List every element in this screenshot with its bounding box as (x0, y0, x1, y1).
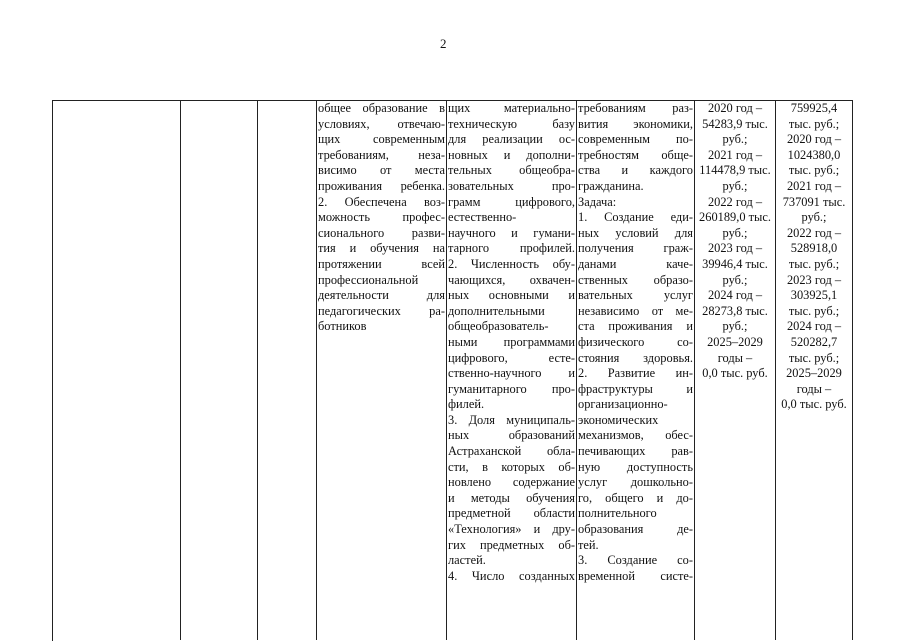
text-line: 2. Численность обу- (448, 256, 575, 271)
text-line: услуг дошкольно- (578, 475, 693, 490)
text-line: 2024 год – (707, 288, 763, 303)
text-line: щих современным (318, 132, 445, 147)
text-line: тыс. руб.; (788, 163, 840, 178)
text-line: 2021 год – (786, 178, 842, 193)
text-line: профессиональной (318, 272, 419, 287)
text-line: чающихся, охвачен- (448, 272, 575, 287)
text-line: ботников (318, 319, 367, 334)
column-divider-1 (180, 100, 181, 640)
text-line: временной систе- (578, 568, 693, 583)
text-line: гражданина. (578, 178, 644, 193)
text-line: организационно- (578, 397, 668, 412)
goal-column (318, 101, 445, 640)
text-line: 3. Доля муниципаль- (448, 412, 575, 427)
text-line: можность профес- (318, 210, 445, 225)
text-line: 759925,4 (790, 101, 838, 115)
text-line: условиях, отвечаю- (318, 116, 445, 131)
text-line: научного и гумани- (448, 225, 575, 240)
text-line: 2025–2029 (786, 366, 842, 381)
text-line: проживания ребенка. (318, 178, 445, 193)
text-line: данами каче- (578, 256, 693, 271)
text-line: общеобразователь- (448, 319, 549, 334)
text-line: тельных общеобра- (448, 163, 575, 178)
text-line: деятельности для (318, 288, 445, 303)
text-line: ных условий для (578, 225, 693, 240)
text-line: ными программами (448, 334, 575, 349)
text-line: 737091 тыс. (782, 194, 846, 209)
text-line: 260189,0 тыс. (699, 210, 771, 225)
column-divider-8 (852, 100, 853, 640)
text-line: новлено содержание (448, 475, 575, 490)
text-line: руб.; (722, 178, 748, 193)
text-line: естественно- (448, 210, 517, 225)
text-line: ных образований (448, 428, 575, 443)
text-line: сти, в которых об- (448, 459, 575, 474)
text-line: 528918,0 (790, 241, 838, 256)
text-line: общее образование в (318, 101, 445, 115)
text-line: тыс. руб.; (788, 116, 840, 131)
indicators-column (448, 101, 575, 640)
text-line: зовательных про- (448, 178, 575, 193)
text-line: ственно-научного и (448, 366, 575, 381)
text-line: руб.; (801, 210, 827, 225)
text-line: Задача: (578, 194, 617, 209)
text-line: экономических (578, 412, 659, 427)
text-line: «Технология» и дру- (448, 522, 575, 537)
text-line: полнительного (578, 506, 657, 521)
text-line: вития экономики, (578, 116, 693, 131)
text-line: 2. Обеспечена воз- (318, 194, 445, 209)
text-line: 2024 год – (786, 319, 842, 334)
column-divider-7 (775, 100, 776, 640)
column-divider-3 (316, 100, 317, 640)
text-line: тыс. руб.; (788, 350, 840, 365)
text-line: печивающих рав- (578, 444, 693, 459)
text-line: фраструктуры и (578, 381, 693, 396)
text-line: ных основными и (448, 288, 575, 303)
text-line: 2023 год – (707, 241, 763, 256)
text-line: механизмов, обес- (578, 428, 693, 443)
text-line: вательных услуг (578, 288, 693, 303)
text-line: руб.; (722, 319, 748, 334)
text-line: техническую базу (448, 116, 575, 131)
text-line: требностям обще- (578, 147, 693, 162)
text-line: 303925,1 (790, 288, 838, 303)
text-line: тия и обучения на (318, 241, 445, 256)
text-line: 2. Развитие ин- (578, 366, 693, 381)
text-line: 2022 год – (786, 225, 842, 240)
text-line: 2022 год – (707, 194, 763, 209)
text-line: 2021 год – (707, 147, 763, 162)
text-line: годы – (796, 381, 832, 396)
text-line: ста проживания и (578, 319, 693, 334)
text-line: гуманитарного про- (448, 381, 575, 396)
text-line: тей. (578, 537, 599, 552)
text-line: тыс. руб.; (788, 256, 840, 271)
text-line: годы – (717, 350, 753, 365)
text-line: ную доступность (578, 459, 693, 474)
text-line: тыс. руб.; (788, 303, 840, 318)
text-line: физического со- (578, 334, 693, 349)
column-divider-6 (694, 100, 695, 640)
text-line: тарного профилей. (448, 241, 575, 256)
text-line: предметной области (448, 506, 575, 521)
text-line: ства и каждого (578, 163, 693, 178)
text-line: 2023 год – (786, 272, 842, 287)
text-line: го, общего и до- (578, 490, 693, 505)
column-divider-2 (257, 100, 258, 640)
text-line: филей. (448, 397, 485, 412)
text-line: 2020 год – (707, 101, 763, 115)
text-line: 2025–2029 (707, 334, 763, 349)
text-line: руб.; (722, 132, 748, 147)
column-divider-5 (576, 100, 577, 640)
page-number: 2 (440, 36, 447, 51)
text-line: цифрового, есте- (448, 350, 575, 365)
text-line: 0,0 тыс. руб. (702, 366, 768, 381)
text-line: требованиям раз- (578, 101, 693, 115)
text-line: педагогических ра- (318, 303, 445, 318)
text-line: 4. Число созданных (448, 568, 575, 583)
funding-column-b (777, 101, 851, 640)
text-line: получения граж- (578, 241, 693, 256)
text-line: щих материально- (448, 101, 575, 115)
text-line: ственных образо- (578, 272, 693, 287)
text-line: дополнительными (448, 303, 545, 318)
funding-column-a (696, 101, 774, 640)
text-line: 2020 год – (786, 132, 842, 147)
text-line: современным по- (578, 132, 693, 147)
text-line: образования де- (578, 522, 693, 537)
tasks-column (578, 101, 693, 640)
text-line: руб.; (722, 225, 748, 240)
text-line: протяжении всей (318, 256, 445, 271)
column-divider-4 (446, 100, 447, 640)
text-line: 1024380,0 (787, 147, 841, 162)
text-line: 1. Создание еди- (578, 210, 693, 225)
text-line: руб.; (722, 272, 748, 287)
text-line: новных и дополни- (448, 147, 575, 162)
text-line: ластей. (448, 553, 486, 568)
text-line: 3. Создание со- (578, 553, 693, 568)
text-line: гих предметных об- (448, 537, 575, 552)
text-line: требованиям, неза- (318, 147, 445, 162)
text-line: Астраханской обла- (448, 444, 575, 459)
text-line: висимо от места (318, 163, 445, 178)
text-line: независимо от ме- (578, 303, 693, 318)
text-line: стояния здоровья. (578, 350, 693, 365)
text-line: 0,0 тыс. руб. (781, 397, 847, 412)
text-line: для реализации ос- (448, 132, 575, 147)
text-line: 28273,8 тыс. (702, 303, 768, 318)
text-line: 39946,4 тыс. (702, 256, 768, 271)
text-line: сионального разви- (318, 225, 445, 240)
text-line: 114478,9 тыс. (699, 163, 771, 178)
text-line: 520282,7 (790, 334, 838, 349)
text-line: 54283,9 тыс. (702, 116, 768, 131)
text-line: грамм цифрового, (448, 194, 575, 209)
text-line: и методы обучения (448, 490, 575, 505)
